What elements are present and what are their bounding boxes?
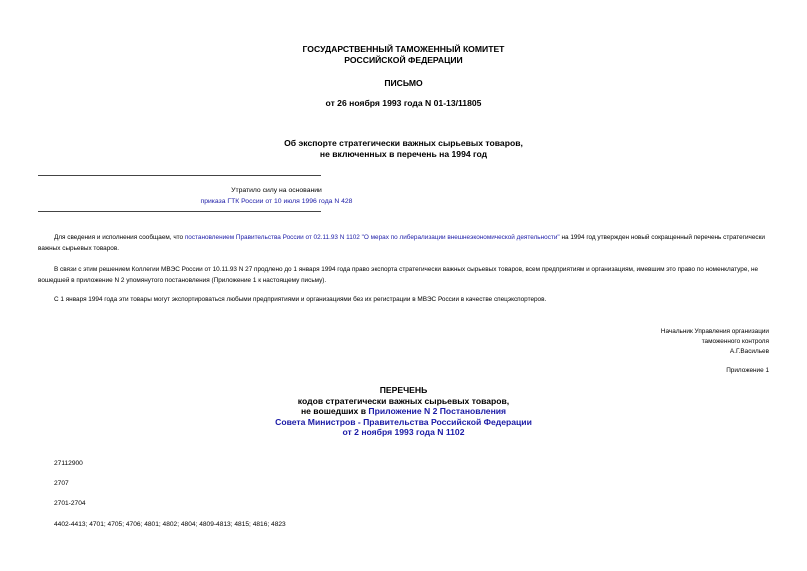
body-paragraph-2 — [38, 264, 772, 286]
appendix-council-link[interactable]: Совета Министров - Правительства Российской Федерации — [275, 416, 532, 427]
p3-text: С 1 января 1994 года эти товары могут экспортироваться любыми предприятиями и организациями без их регистрации в МВЭС России в качестве спецэкспортеров. — [54, 296, 547, 303]
document-type — [0, 78, 807, 89]
appendix-label — [726, 366, 769, 376]
document-date-number — [0, 98, 807, 109]
status-note-link[interactable]: приказа ГТК России от 10 июля 1996 года N 428 — [200, 198, 353, 205]
code-item: 27112900 — [54, 460, 83, 467]
signature-block — [661, 327, 769, 357]
appendix-title-block — [0, 385, 807, 438]
appendix-reference-link[interactable]: Приложение N 2 Постановления — [368, 406, 507, 416]
divider-bottom — [38, 211, 321, 212]
appendix-reference-prefix: не вошедших в — [300, 406, 369, 416]
signature-position-1: Начальник Управления организации — [660, 328, 769, 335]
p1-text-after: на 1994 год утвержден новый сокращенный перечень стратегически важных сырьевых товаров. — [38, 234, 765, 252]
subject-line-2: не включенных в перечень на 1994 год — [319, 148, 488, 159]
status-note — [38, 185, 515, 207]
body-paragraph-3 — [38, 294, 772, 305]
subject-line-1: Об экспорте стратегически важных сырьевых товаров, — [284, 138, 523, 148]
resolution-link[interactable]: постановлением Правительства России от 02.11.93 N 1102 "О мерах по либерализации внешнеэкономической деятельности" — [184, 234, 560, 241]
document-date-number-label: от 26 ноября 1993 года N 01-13/11805 — [325, 98, 482, 108]
signature-position-2: таможенного контроля — [701, 338, 769, 345]
issuer-line-2: РОССИЙСКОЙ ФЕДЕРАЦИИ — [344, 54, 463, 65]
appendix-subtitle: кодов стратегически важных сырьевых товаров, — [297, 395, 510, 406]
code-item: 2707 — [54, 480, 69, 487]
document-header — [0, 44, 807, 65]
p2-text: В связи с этим решением Коллегии МВЭС России от 10.11.93 N 27 продлено до 1 января 1994 года право экспорта стратегически важных сырьевых товаров, всем предприятиям и организациям, имевшим это право по номенклатуре, не вошедшей в приложение N 2 упомянутого постановления (Приложение 1 к настоящему письму). — [38, 266, 759, 284]
divider-top — [38, 175, 321, 176]
body-paragraph-1 — [38, 232, 772, 254]
appendix-label-text: Приложение 1 — [726, 367, 769, 374]
p1-text-before: Для сведения и исполнения сообщаем, что — [54, 234, 185, 241]
code-item: 2701-2704 — [54, 500, 86, 507]
appendix-title: ПЕРЕЧЕНЬ — [379, 385, 428, 395]
signature-name: А.Г.Васильев — [729, 348, 769, 355]
document-type-label: ПИСЬМО — [384, 78, 423, 88]
appendix-date-link[interactable]: от 2 ноября 1993 года N 1102 — [342, 427, 465, 437]
status-note-text: Утратило силу на основании — [231, 187, 322, 194]
issuer-line-1: ГОСУДАРСТВЕННЫЙ ТАМОЖЕННЫЙ КОМИТЕТ — [302, 44, 505, 54]
code-item: 4402-4413; 4701; 4705; 4706; 4801; 4802; 4804; 4809-4813; 4815; 4816; 4823 — [54, 521, 286, 528]
appendix-reference-line — [0, 406, 807, 417]
document-subject — [0, 138, 807, 159]
